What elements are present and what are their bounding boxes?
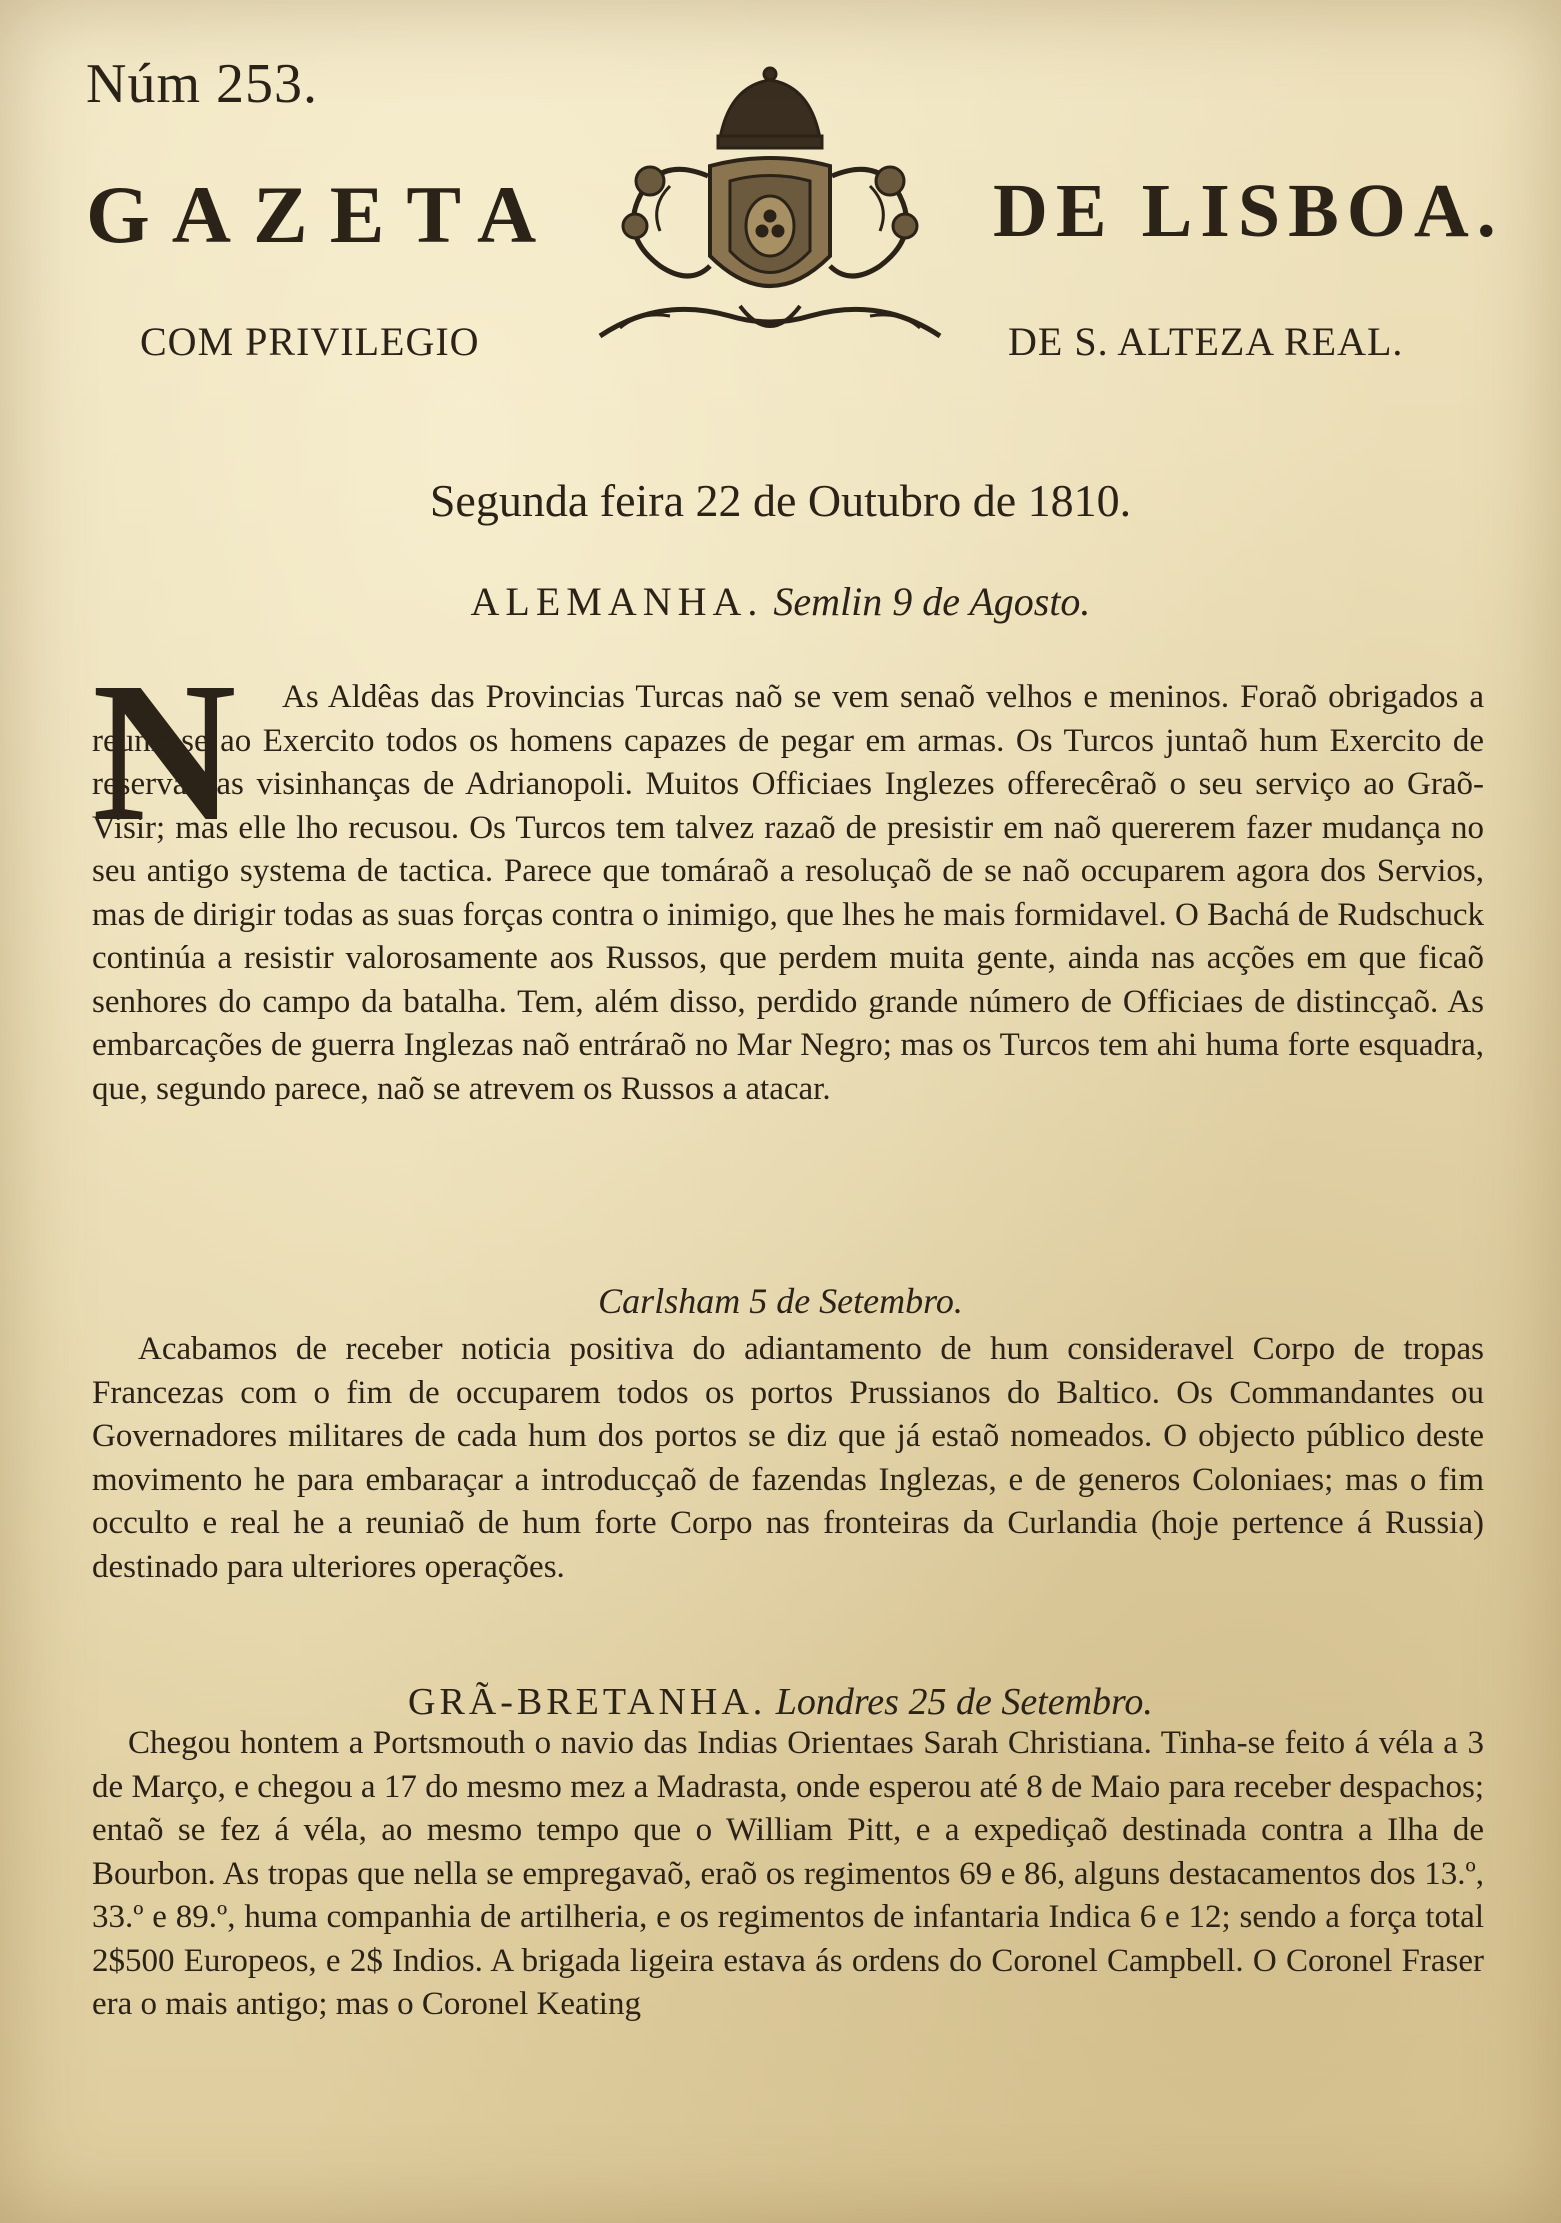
section-place-date: Londres 25 de Setembro.: [775, 1681, 1153, 1723]
article-text: As Aldêas das Provincias Turcas naõ se vem senaõ velhos e meninos. Foraõ obrigados a reunir-se ao Exercito todos os homens capazes de pegar em armas. Os Turcos juntaõ hum Exercito de reserva nas visinhanças de Adrianopoli. Muitos Officiaes Inglezes offerecêraõ o seu serviço ao Graõ-Visir; mas elle lho recusou. Os Turcos tem talvez razaõ de presistir em naõ quererem fazer mudança no seu antigo systema de tactica. Parece que tomáraõ a resoluçaõ de se naõ occuparem agora dos Servios, mas de dirigir todas as suas forças contra o inimigo, que lhes he mais formidavel. O Bachá de Rudschuck continúa a resistir valorosamente aos Russos, que perdem muita gente, ainda nas acções em que ficaõ senhores do campo da batalha. Tem, além disso, perdido grande número de Officiaes de distincçaõ. As embarcações de guerra Inglezas naõ entráraõ no Mar Negro; mas os Turcos tem ahi huma forte esquadra, que, segundo parece, naõ se atrevem os Russos a atacar.: [92, 679, 1484, 1107]
masthead-title-left: GAZETA: [86, 169, 559, 260]
article-carlsham: Acabamos de receber noticia positiva do adiantamento de hum consideravel Corpo de tropas Francezas com o fim de occuparem todos os portos Prussianos do Baltico. Os Commandantes ou Governadores militares de cada hum dos portos se diz que já estaõ nomeados. O objecto público deste movimento he para embaraçar a introducçaõ de fazendas Inglezas, e de generos Coloniaes; mas o fim occulto e real he a reuniaõ de hum forte Corpo nas fronteiras da Curlandia (hoje pertence á Russia) destinado para ulteriores operações.: [92, 1331, 1484, 1585]
privilege-left: COM PRIVILEGIO: [140, 319, 480, 364]
section-country: GRÃ-BRETANHA.: [408, 1681, 767, 1723]
issue-date: Segunda feira 22 de Outubro de 1810.: [429, 475, 1132, 526]
article-alemanha: [92, 676, 1484, 1111]
royal-crest-icon: [580, 66, 960, 366]
drop-cap: N: [92, 642, 237, 863]
article-londres: Chegou hontem a Portsmouth o navio das Indias Orientaes Sarah Christiana. Tinha-se feito á véla a 3 de Março, e chegou a 17 do mesmo mez a Madrasta, onde esperou até 8 de Maio para receber despachos; entaõ se fez á véla, ao mesmo tempo que o William Pitt, e a expediçaõ destinada contra a Ilha de Bourbon. As tropas que nella se empregavaõ, eraõ os regimentos 69 e 86, alguns destacamentos dos 13.º, 33.º e 89.º, huma companhia de artilheria, e os regimentos de infantaria Indica 6 e 12; sendo a força total 2$500 Europeos, e 2$ Indios. A brigada ligeira estava ás ordens do Coronel Campbell. O Coronel Fraser era o mais antigo; mas o Coronel Keating: [92, 1725, 1484, 2022]
dateline-carlsham: Carlsham 5 de Setembro.: [598, 1281, 963, 1321]
privilege-right: DE S. ALTEZA REAL.: [1008, 319, 1404, 364]
section-country: ALEMANHA.: [470, 579, 764, 624]
issue-number: Núm 253.: [86, 53, 318, 115]
section-heading-alemanha: [0, 578, 1561, 625]
section-heading-gra-bretanha: [0, 1680, 1561, 1724]
section-place-date: Semlin 9 de Agosto.: [773, 579, 1091, 624]
masthead-title-right: DE LISBOA.: [993, 169, 1504, 253]
